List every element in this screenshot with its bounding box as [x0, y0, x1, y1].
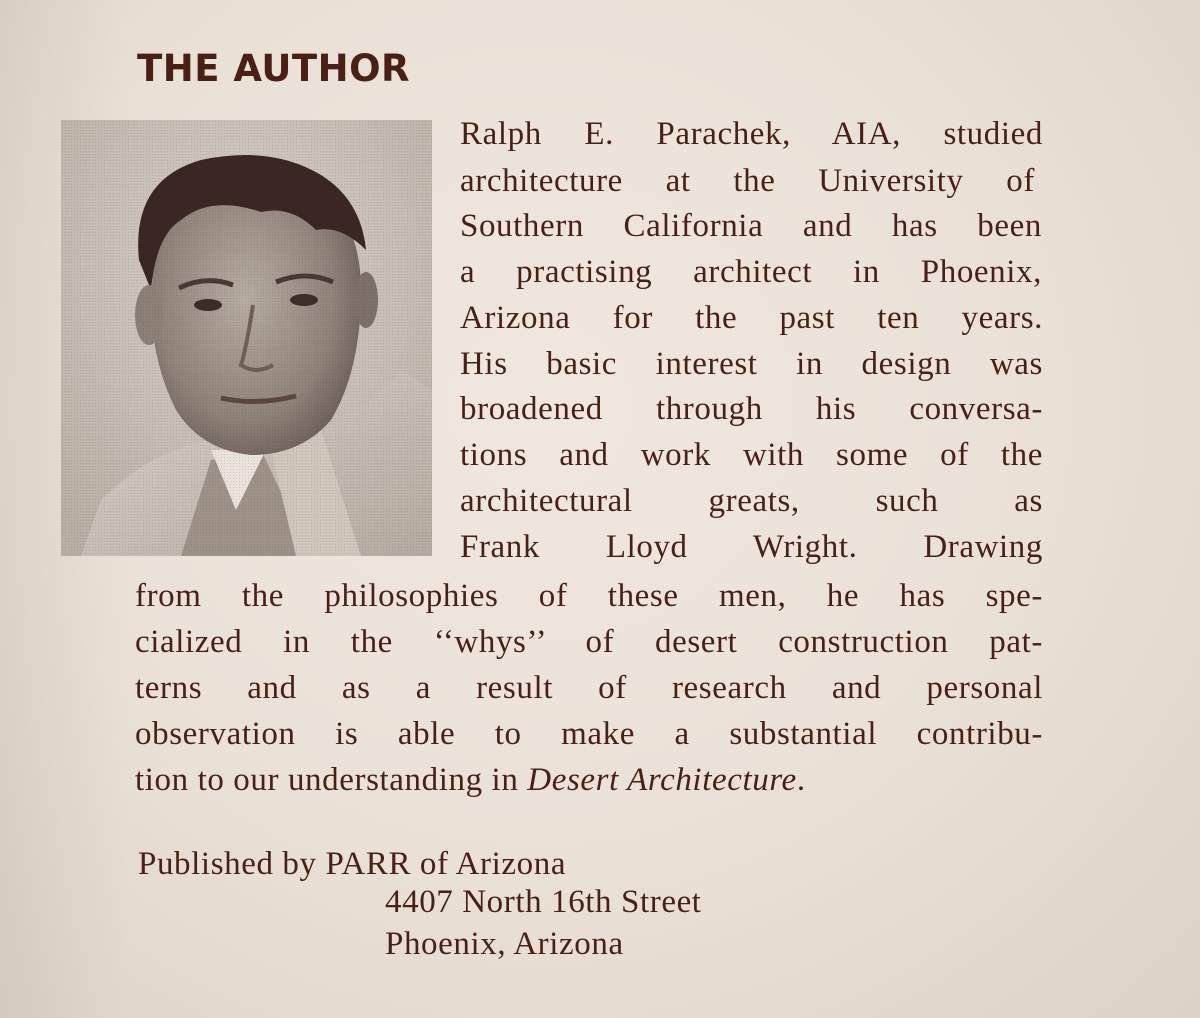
- bio-line: terns and as a result of research and personal: [135, 670, 1043, 706]
- publisher-line: Published by PARR of Arizona: [138, 846, 567, 882]
- bio-line: broadened through his conversa-: [460, 391, 1043, 427]
- bio-line-text: tion to our understanding in: [135, 762, 528, 798]
- bio-line: Ralph E. Parachek, AIA, studied: [460, 116, 1043, 152]
- bio-line: architectural greats, such as: [460, 483, 1043, 519]
- bio-line: a practising architect in Phoenix,: [460, 254, 1042, 290]
- section-heading: THE AUTHOR: [137, 47, 411, 90]
- bio-line: cialized in the ‘‘whys’’ of desert construction pat-: [135, 624, 1043, 660]
- bio-line: Southern California and has been: [460, 208, 1042, 244]
- bio-line: tions and work with some of the: [460, 437, 1043, 473]
- publisher-address: 4407 North 16th Street: [385, 884, 702, 920]
- bio-line: Frank Lloyd Wright. Drawing: [460, 529, 1043, 565]
- bio-line-end: .: [796, 762, 806, 798]
- bio-line: architecture at the University of: [460, 163, 1035, 199]
- bio-line: Arizona for the past ten years.: [460, 300, 1043, 336]
- book-title: Desert Architecture: [527, 762, 797, 798]
- bio-line: from the philosophies of these men, he has spe-: [135, 578, 1043, 614]
- bio-line-last: [135, 764, 806, 797]
- bio-line: His basic interest in design was: [460, 346, 1043, 382]
- bio-line: observation is able to make a substantial contribu-: [135, 716, 1043, 752]
- publisher-city: Phoenix, Arizona: [385, 926, 624, 962]
